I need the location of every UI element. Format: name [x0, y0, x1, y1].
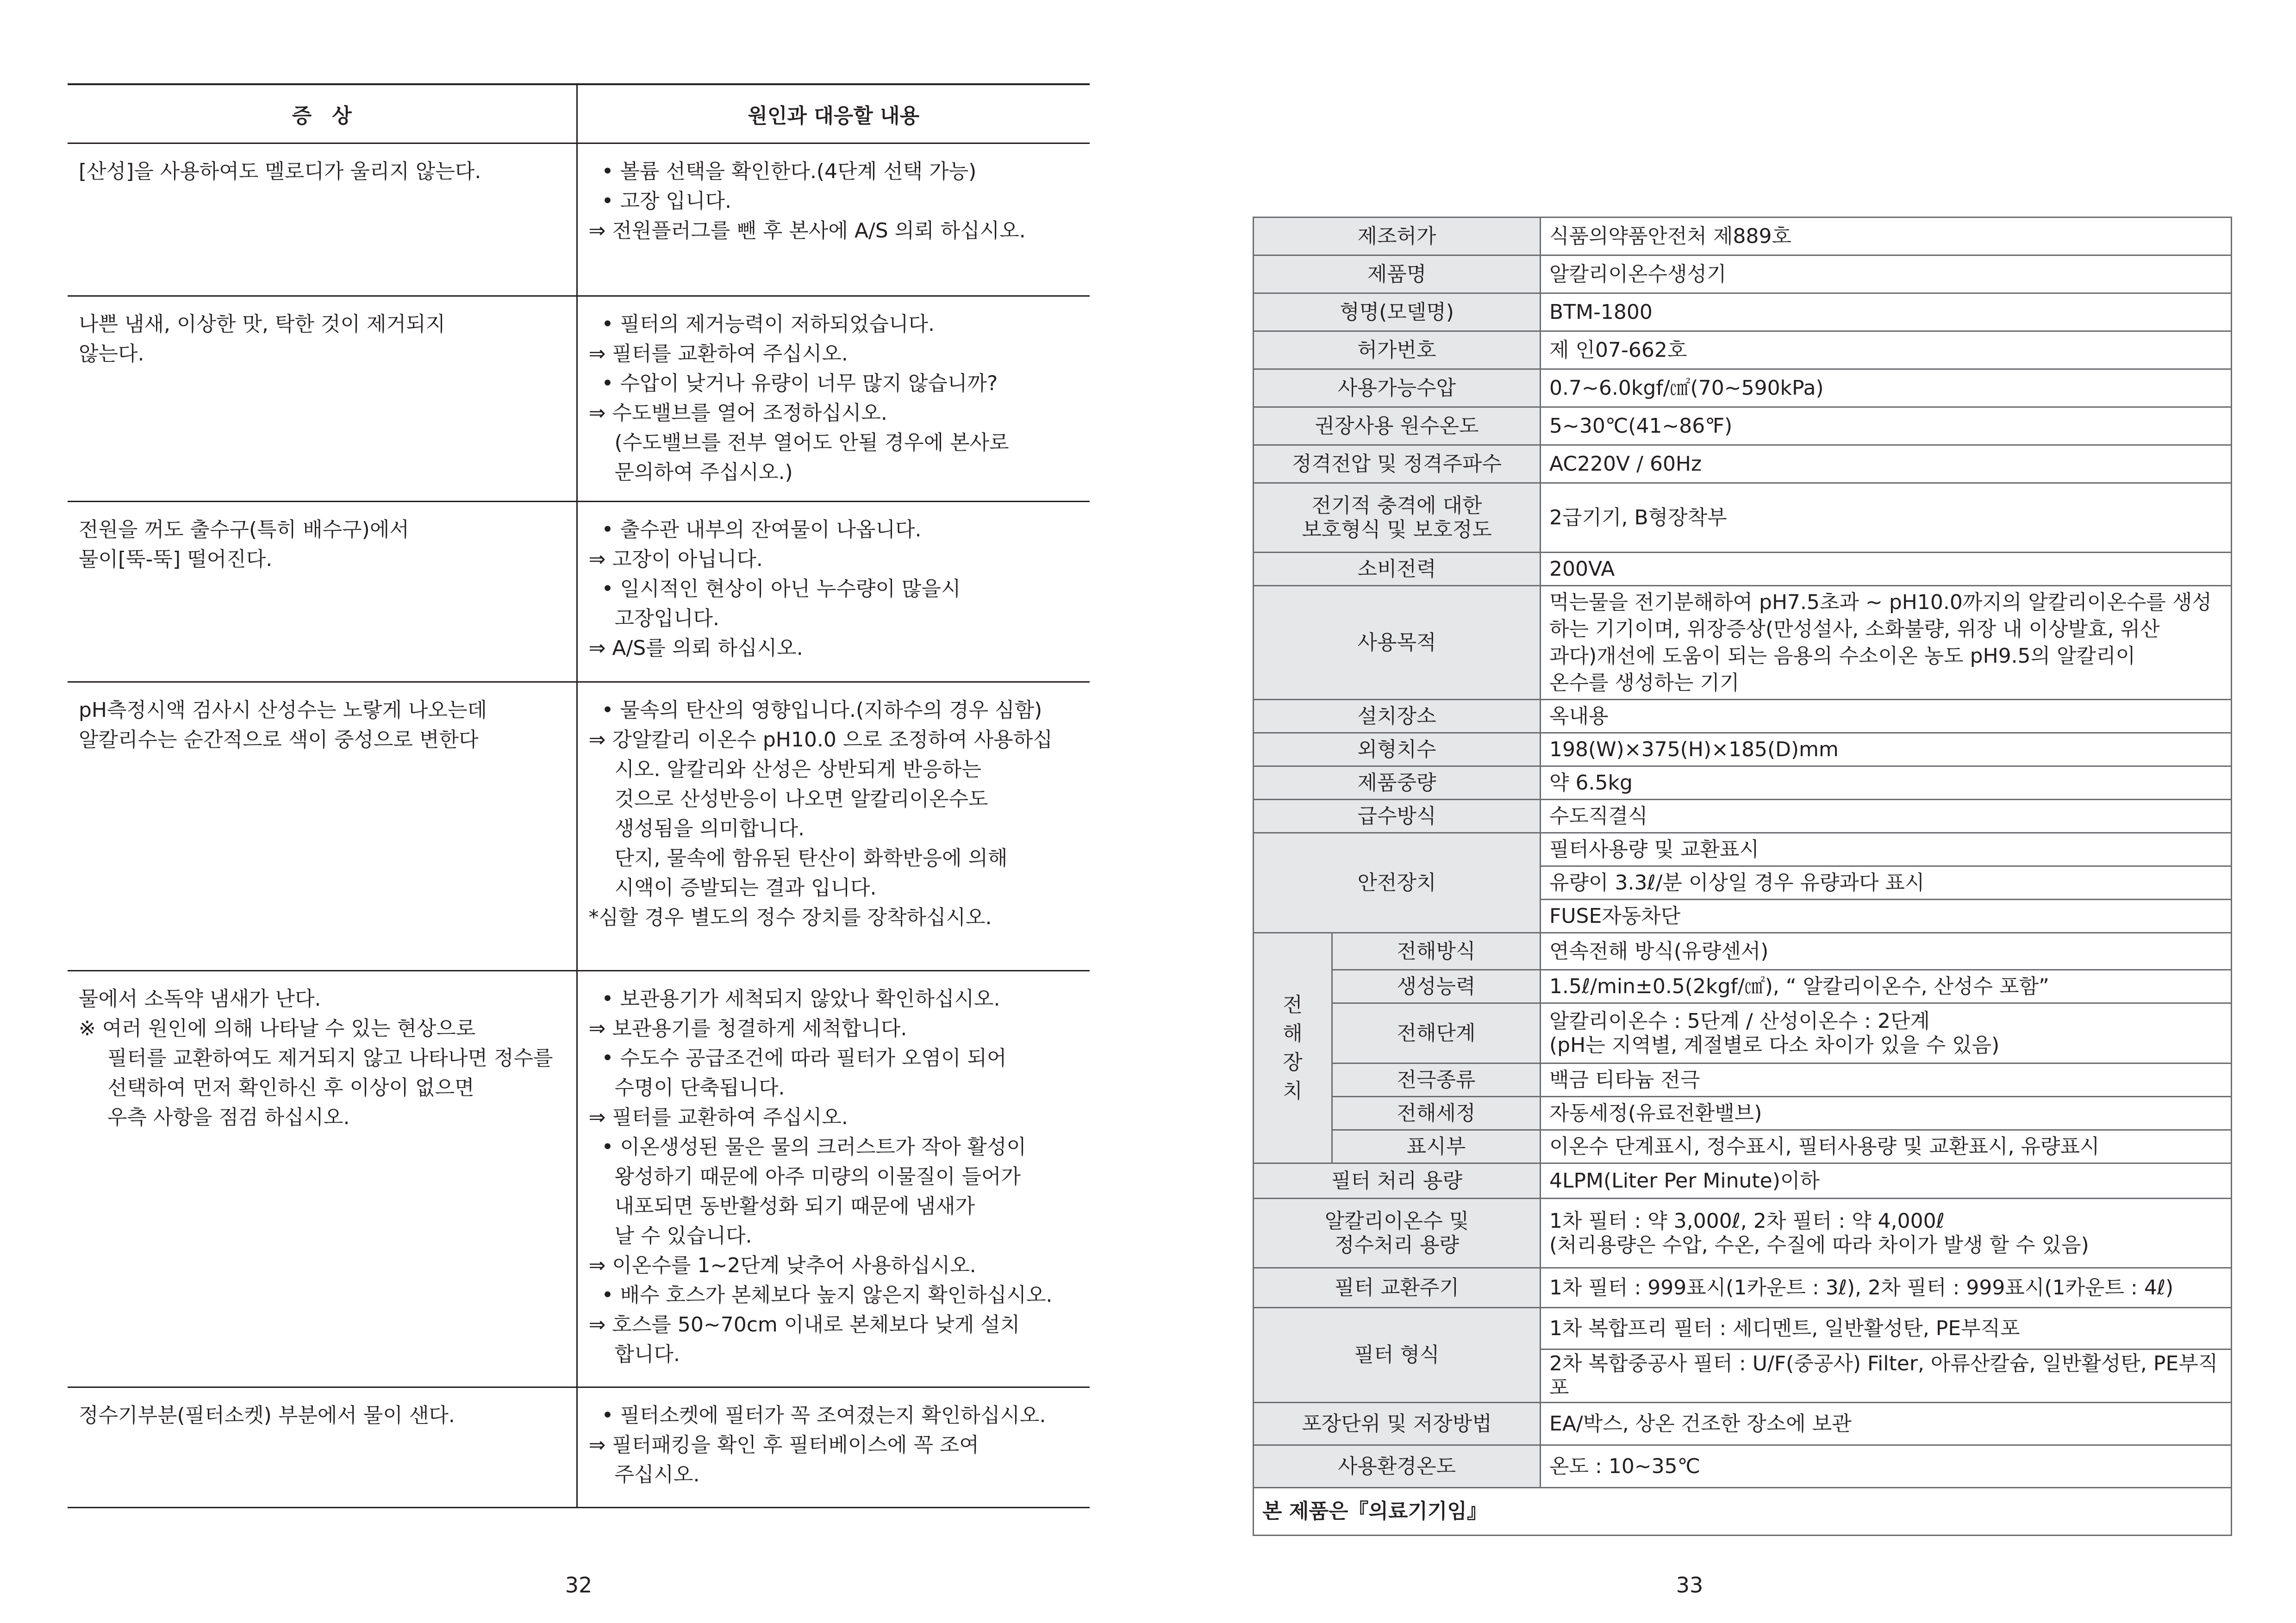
cause-action-header: 원인과 대응할 내용 — [577, 84, 1090, 143]
electrolysis-group-label — [1254, 933, 1332, 1163]
spec-value-line: (처리용량은 수압, 수온, 수질에 따라 차이가 발생 할 수 있음) — [1549, 1233, 2089, 1257]
spec-value: BTM-1800 — [1541, 293, 2232, 331]
action-line: • 배수 호스가 본체보다 높지 않은지 확인하십시오. — [601, 1283, 1053, 1307]
page-number: 33 — [1676, 1573, 1703, 1598]
spec-value-line: 하는 기기이며, 위장증상(만성설사, 소화불량, 위장 내 이상발효, 위산 — [1549, 617, 2160, 641]
action-line: ⇒ 이온수를 1~2단계 낮추어 사용하십시오. — [588, 1254, 976, 1277]
symptom-header: 증 상 — [68, 84, 577, 143]
action-line: 시액이 증발되는 결과 입니다. — [614, 876, 877, 900]
spec-value: 1차 필터 : 999표시(1카운트 : 3ℓ), 2차 필터 : 999표시(1카운트 : 4ℓ) — [1541, 1268, 2232, 1308]
symptom-line: 않는다. — [79, 342, 144, 366]
spec-label: 필터 처리 용량 — [1254, 1163, 1541, 1199]
page-number: 32 — [565, 1573, 593, 1598]
table-row — [68, 143, 1090, 296]
spec-label: 안전장치 — [1254, 833, 1541, 933]
spec-label: 전해세정 — [1332, 1097, 1541, 1130]
spec-value: 1.5ℓ/min±0.5(2kgf/㎠), “ 알칼리이온수, 산성수 포함” — [1541, 970, 2232, 1003]
table-header-row — [68, 84, 1090, 143]
symptom-cell — [68, 1387, 577, 1508]
action-line: ⇒ 필터를 교환하여 주십시오. — [588, 1106, 848, 1129]
spec-value — [1541, 1199, 2232, 1268]
symptom-line: 우측 사항을 점검 하십시오. — [107, 1106, 350, 1129]
symptom-line: pH측정시액 검사시 산성수는 노랗게 나오는데 — [79, 698, 487, 722]
medical-device-note: 본 제품은『의료기기임』 — [1254, 1488, 2232, 1536]
table-row — [1254, 766, 2232, 800]
spec-value: 4LPM(Liter Per Minute)이하 — [1541, 1163, 2232, 1199]
spec-label: 생성능력 — [1332, 970, 1541, 1003]
symptom-cell — [68, 682, 577, 971]
action-line: • 수압이 낮거나 유량이 너무 많지 않습니까? — [601, 372, 998, 395]
table-row — [1254, 733, 2232, 766]
spec-label: 전해방식 — [1332, 933, 1541, 970]
spec-label-line: 보호형식 및 보호정도 — [1302, 517, 1492, 541]
spec-label: 외형치수 — [1254, 733, 1541, 766]
spec-value: 알칼리이온수생성기 — [1541, 255, 2232, 293]
table-row — [1254, 1097, 2232, 1130]
action-line: 주십시오. — [614, 1463, 700, 1486]
action-line: 고장입니다. — [614, 607, 720, 630]
spec-label: 정격전압 및 정격주파수 — [1254, 445, 1541, 483]
table-row — [1254, 1130, 2232, 1163]
action-line: • 보관용기가 세척되지 않았나 확인하십시오. — [601, 987, 1000, 1011]
table-row — [1254, 369, 2232, 407]
table-row — [68, 502, 1090, 682]
vertical-label-char: 치 — [1283, 1079, 1303, 1103]
spec-value-line: 1차 필터 : 약 3,000ℓ, 2차 필터 : 약 4,000ℓ — [1549, 1209, 1945, 1233]
table-row — [1254, 1199, 2232, 1268]
vertical-label-char: 전 — [1283, 993, 1303, 1017]
table-row — [68, 296, 1090, 502]
symptom-line: 필터를 교환하여도 제거되지 않고 나타나면 정수를 — [107, 1046, 553, 1070]
table-row — [1254, 483, 2232, 553]
spec-label: 허가번호 — [1254, 331, 1541, 369]
spec-value: 198(W)×375(H)×185(D)mm — [1541, 733, 2232, 766]
symptom-line: [산성]을 사용하여도 멜로디가 울리지 않는다. — [79, 160, 481, 183]
action-line: • 이온생성된 물은 물의 크러스트가 작아 활성이 — [601, 1135, 1026, 1159]
symptom-line: 물에서 소독약 냄새가 난다. — [79, 987, 321, 1011]
symptom-line: 선택하여 먼저 확인하신 후 이상이 없으면 — [107, 1076, 474, 1100]
spec-table — [1253, 217, 2232, 1536]
action-line: 문의하여 주십시오.) — [614, 460, 793, 484]
action-cell — [577, 971, 1090, 1387]
action-line: • 고장 입니다. — [601, 189, 731, 213]
spec-value: 제 인07-662호 — [1541, 331, 2232, 369]
table-row — [1254, 800, 2232, 833]
spec-value: 옥내용 — [1541, 700, 2232, 733]
table-row — [1254, 1308, 2232, 1349]
spec-value-line: 알칼리이온수 : 5단계 / 산성이온수 : 2단계 — [1549, 1009, 1930, 1033]
action-line: *심할 경우 별도의 정수 장치를 장착하십시오. — [588, 906, 992, 929]
spec-label: 급수방식 — [1254, 800, 1541, 833]
table-row — [1254, 1445, 2232, 1488]
spec-value-line: (pH는 지역별, 계절별로 다소 차이가 있을 수 있음) — [1549, 1033, 2000, 1057]
spec-label: 전해단계 — [1332, 1003, 1541, 1063]
action-line: 수명이 단축됩니다. — [614, 1076, 785, 1100]
symptom-line: 전원을 꺼도 출수구(특히 배수구)에서 — [79, 518, 409, 541]
spec-value: 약 6.5kg — [1541, 766, 2232, 800]
table-row — [1254, 833, 2232, 866]
spec-value: 5~30℃(41~86℉) — [1541, 407, 2232, 445]
spec-label: 제조허가 — [1254, 218, 1541, 255]
spec-value-line: 먹는물을 전기분해하여 pH7.5초과 ~ pH10.0까지의 알칼리이온수를 생성 — [1549, 590, 2212, 614]
spec-label — [1254, 483, 1541, 553]
spec-label: 소비전력 — [1254, 553, 1541, 586]
action-line: 시오. 알칼리와 산성은 상반되게 반응하는 — [614, 758, 981, 781]
action-line: ⇒ 호스를 50~70cm 이내로 본체보다 낮게 설치 — [588, 1313, 1020, 1337]
spec-value: 이온수 단계표시, 정수표시, 필터사용량 및 교환표시, 유량표시 — [1541, 1130, 2232, 1163]
action-line: 날 수 있습니다. — [614, 1224, 752, 1248]
table-row — [1254, 553, 2232, 586]
symptom-line: 물이[뚝-뚝] 떨어진다. — [79, 547, 273, 571]
action-line: ⇒ 필터패킹을 확인 후 필터베이스에 꼭 조여 — [588, 1433, 979, 1457]
table-row — [1254, 331, 2232, 369]
spec-label: 필터 교환주기 — [1254, 1268, 1541, 1308]
symptom-cell — [68, 296, 577, 502]
table-row — [1254, 1403, 2232, 1445]
spec-value: FUSE자동차단 — [1541, 900, 2232, 933]
table-row — [1254, 255, 2232, 293]
action-line: ⇒ A/S를 의뢰 하십시오. — [588, 636, 803, 660]
action-line: • 물속의 탄산의 영향입니다.(지하수의 경우 심함) — [601, 698, 1042, 722]
spec-value: 2차 복합중공사 필터 : U/F(중공사) Filter, 아류산칼슘, 일반활성탄, PE부직포 — [1541, 1349, 2232, 1403]
table-row — [1254, 1003, 2232, 1063]
table-row — [1254, 407, 2232, 445]
spec-label: 사용가능수압 — [1254, 369, 1541, 407]
spec-value: 수도직결식 — [1541, 800, 2232, 833]
action-line: ⇒ 강알칼리 이온수 pH10.0 으로 조정하여 사용하십 — [588, 728, 1053, 752]
action-line: ⇒ 고장이 아닙니다. — [588, 547, 763, 571]
spec-label: 포장단위 및 저장방법 — [1254, 1403, 1541, 1445]
action-line: 단지, 물속에 함유된 탄산이 화학반응에 의해 — [614, 846, 1008, 870]
spec-label: 제품명 — [1254, 255, 1541, 293]
troubleshooting-table — [68, 83, 1090, 1508]
table-row — [68, 1387, 1090, 1508]
spec-value: 유량이 3.3ℓ/분 이상일 경우 유량과다 표시 — [1541, 866, 2232, 900]
spec-label-line: 전기적 충격에 대한 — [1311, 493, 1482, 517]
spec-value: 200VA — [1541, 553, 2232, 586]
spec-value: 식품의약품안전처 제889호 — [1541, 218, 2232, 255]
action-cell — [577, 682, 1090, 971]
table-row — [1254, 700, 2232, 733]
table-row — [68, 682, 1090, 971]
spec-label: 형명(모델명) — [1254, 293, 1541, 331]
table-row — [1254, 586, 2232, 700]
spec-value-line: 온수를 생성하는 기기 — [1549, 671, 1740, 695]
spec-value: 1차 복합프리 필터 : 세디멘트, 일반활성탄, PE부직포 — [1541, 1308, 2232, 1349]
action-cell — [577, 143, 1090, 296]
action-line: • 수도수 공급조건에 따라 필터가 오염이 되어 — [601, 1046, 1007, 1070]
vertical-label-char: 장 — [1283, 1050, 1303, 1074]
symptom-line: ※ 여러 원인에 의해 나타날 수 있는 현상으로 — [79, 1017, 476, 1040]
table-row — [1254, 1488, 2232, 1536]
action-line: • 필터의 제거능력이 저하되었습니다. — [601, 312, 935, 336]
spec-label: 사용환경온도 — [1254, 1445, 1541, 1488]
table-row — [1254, 293, 2232, 331]
table-row — [1254, 1063, 2232, 1097]
spec-value: EA/박스, 상온 건조한 장소에 보관 — [1541, 1403, 2232, 1445]
table-row — [1254, 218, 2232, 255]
action-cell — [577, 502, 1090, 682]
table-row — [1254, 445, 2232, 483]
action-cell — [577, 296, 1090, 502]
action-line: 것으로 산성반응이 나오면 알칼리이온수도 — [614, 787, 988, 811]
spec-value: 2급기기, B형장착부 — [1541, 483, 2232, 553]
spec-value — [1541, 1003, 2232, 1063]
symptom-line: 나쁜 냄새, 이상한 맛, 탁한 것이 제거되지 — [79, 312, 445, 336]
action-line: 합니다. — [614, 1343, 680, 1366]
spec-value-line: 과다)개선에 도움이 되는 음용의 수소이온 농도 pH9.5의 알칼리이 — [1549, 644, 2136, 668]
right-page — [1148, 0, 2296, 1623]
spec-label-line: 알칼리이온수 및 — [1324, 1209, 1469, 1233]
spec-label: 사용목적 — [1254, 586, 1541, 700]
spec-label: 전극종류 — [1332, 1063, 1541, 1097]
spec-label — [1254, 1199, 1541, 1268]
action-line: ⇒ 수도밸브를 열어 조정하십시오. — [588, 401, 887, 425]
table-row — [1254, 933, 2232, 970]
spec-value: 온도 : 10~35℃ — [1541, 1445, 2232, 1488]
symptom-line: 알칼리수는 순간적으로 색이 중성으로 변한다 — [79, 728, 479, 752]
action-line: • 볼륨 선택을 확인한다.(4단계 선택 가능) — [601, 160, 977, 183]
spec-value — [1541, 586, 2232, 700]
vertical-label-char: 해 — [1283, 1021, 1303, 1045]
symptom-line: 정수기부분(필터소켓) 부분에서 물이 샌다. — [79, 1404, 455, 1427]
action-line: ⇒ 필터를 교환하여 주십시오. — [588, 342, 848, 366]
action-line: (수도밸브를 전부 열어도 안될 경우에 본사로 — [614, 431, 1009, 454]
spec-value: 연속전해 방식(유량센서) — [1541, 933, 2232, 970]
spec-value: 0.7~6.0kgf/㎠(70~590kPa) — [1541, 369, 2232, 407]
action-line: 생성됨을 의미합니다. — [614, 817, 805, 840]
table-row — [68, 971, 1090, 1387]
action-line: • 출수관 내부의 잔여물이 나옵니다. — [601, 518, 922, 541]
action-line: • 일시적인 현상이 아닌 누수량이 많을시 — [601, 577, 961, 601]
symptom-cell — [68, 143, 577, 296]
symptom-cell — [68, 971, 577, 1387]
spec-label: 필터 형식 — [1254, 1308, 1541, 1403]
spec-label: 권장사용 원수온도 — [1254, 407, 1541, 445]
action-line: 왕성하기 때문에 아주 미량의 이물질이 들어가 — [614, 1165, 1021, 1188]
action-cell — [577, 1387, 1090, 1508]
spec-value: AC220V / 60Hz — [1541, 445, 2232, 483]
table-row — [1254, 1268, 2232, 1308]
table-row — [1254, 970, 2232, 1003]
action-line: 내포되면 동반활성화 되기 때문에 냄새가 — [614, 1194, 975, 1218]
action-line: • 필터소켓에 필터가 꼭 조여졌는지 확인하십시오. — [601, 1404, 1046, 1427]
table-row — [1254, 1163, 2232, 1199]
action-line: ⇒ 전원플러그를 뺀 후 본사에 A/S 의뢰 하십시오. — [588, 219, 1026, 243]
spec-label: 설치장소 — [1254, 700, 1541, 733]
spec-label: 표시부 — [1332, 1130, 1541, 1163]
spec-label-line: 정수처리 용량 — [1335, 1233, 1460, 1257]
spec-value: 백금 티타늄 전극 — [1541, 1063, 2232, 1097]
action-line: ⇒ 보관용기를 청결하게 세척합니다. — [588, 1017, 907, 1040]
spec-label: 제품중량 — [1254, 766, 1541, 800]
spec-value: 자동세정(유료전환밸브) — [1541, 1097, 2232, 1130]
symptom-cell — [68, 502, 577, 682]
spec-value: 필터사용량 및 교환표시 — [1541, 833, 2232, 866]
